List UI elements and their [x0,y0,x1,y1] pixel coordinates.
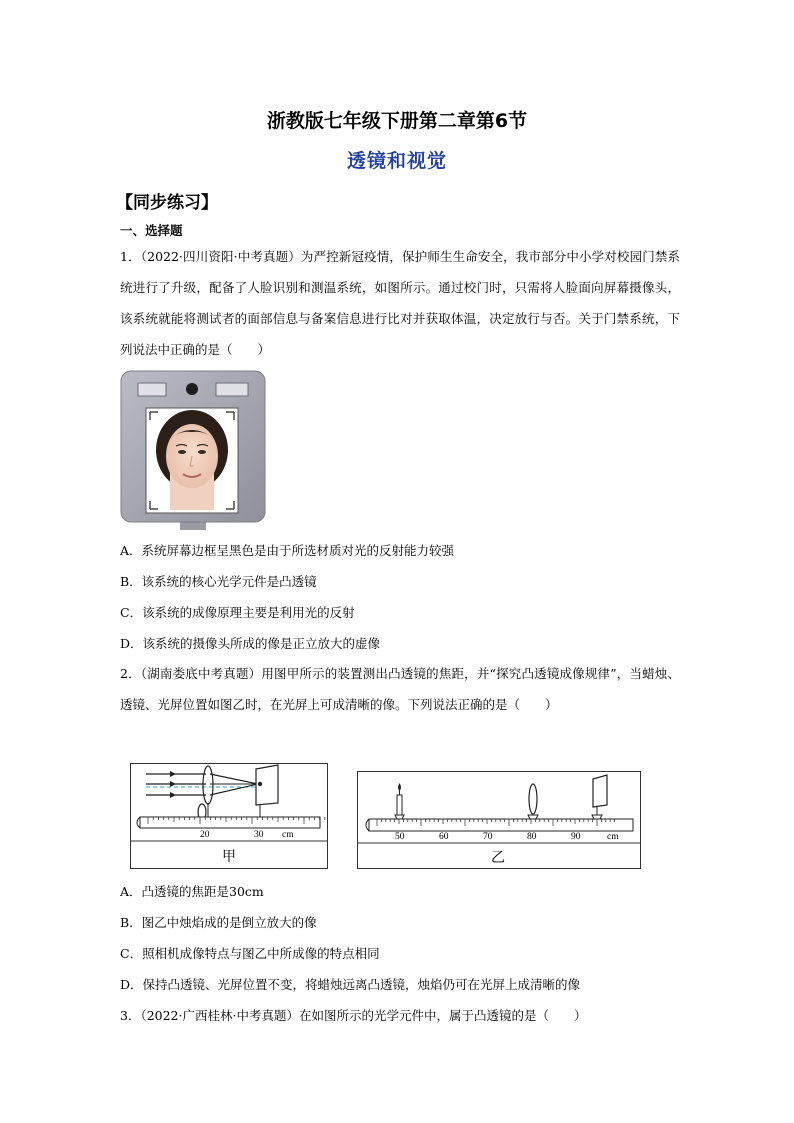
question-2-option-c: C．照相机成像特点与图乙中所成像的特点相同 [120,946,380,961]
yi-tick-unit: cm [607,832,619,842]
subsection-heading: 一、选择题 [120,223,183,238]
question-2-option-a: A．凸透镜的焦距是30cm [120,884,264,899]
jia-tick-30: 30 [254,830,264,840]
section-heading: 【同步练习】 [116,193,218,213]
question-2-option-b: B．图乙中烛焰成的是倒立放大的像 [120,915,317,930]
question-1-option-c: C．该系统的成像原理主要是利用光的反射 [120,605,355,620]
figure-jia-focal-length [130,763,328,869]
jia-tick-unit: cm [282,830,294,840]
question-1-option-d: D．该系统的摄像头所成的像是正立放大的虚像 [120,636,381,651]
page-subtitle: 透镜和视觉 [346,150,447,172]
jia-tick-20: 20 [200,830,210,840]
figure-yi-experiment-setup [357,771,641,869]
page-title: 浙教版七年级下册第二章第6节 [266,110,528,132]
question-2-stem: 2．（湖南娄底中考真题）用图甲所示的装置测出凸透镜的焦距，并“探究凸透镜成像规律”，当蜡烛、透镜、光屏位置如图乙时，在光屏上可成清晰的像。下列说法正确的是（ ） [120,666,680,712]
face-recognition-terminal-figure [120,370,266,530]
question-3-stem: 3．（2022·广西桂林·中考真题）在如图所示的光学元件中，属于凸透镜的是（ ） [120,1008,587,1023]
question-1-option-b: B．该系统的核心光学元件是凸透镜 [120,574,317,589]
figure-jia-caption: 甲 [222,849,236,865]
yi-tick-90: 90 [571,832,581,842]
yi-tick-60: 60 [439,832,449,842]
figure-yi-caption: 乙 [491,850,505,866]
question-2-option-d: D．保持凸透镜、光屏位置不变，将蜡烛远离凸透镜，烛焰仍可在光屏上成清晰的像 [120,977,581,992]
yi-tick-80: 80 [527,832,537,842]
question-1-stem: 1．（2022·四川资阳·中考真题）为严控新冠疫情，保护师生生命安全，我市部分中小学对校园门禁系统进行了升级，配备了人脸识别和测温系统，如图所示。通过校门时，只需将人脸面向屏幕摄像头，该系统就能将测试者的面部信息与备案信息进行比对并获取体温，决定放行与否。关于门禁系统，下列说法中正确的是（ ） [120,249,680,357]
yi-tick-50: 50 [395,832,405,842]
question-1-option-a: A．系统屏幕边框呈黑色是由于所选材质对光的反射能力较强 [120,543,455,558]
yi-tick-70: 70 [483,832,493,842]
